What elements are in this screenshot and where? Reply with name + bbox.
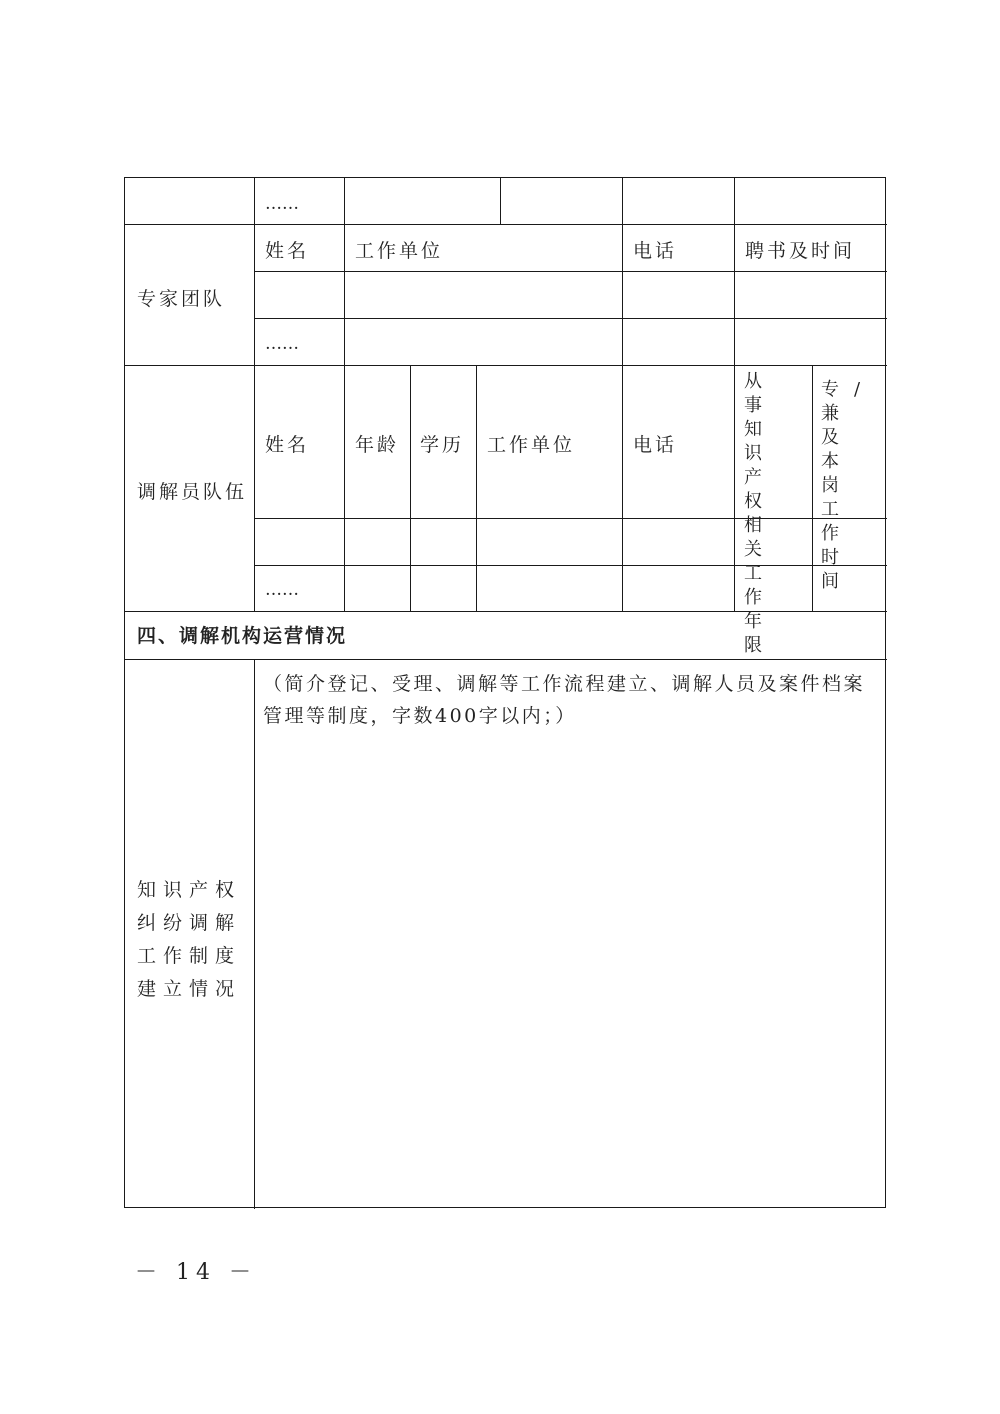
row-divider [254, 271, 887, 272]
column-divider [812, 365, 813, 611]
column-divider [476, 365, 477, 611]
header-years-in-ip-work: 从事知识产权相关工作年限 [744, 371, 784, 656]
system-establishment-label: 知识产权纠纷调解工作制度建立情况 [137, 879, 242, 1000]
header-education: 学历 [420, 434, 465, 456]
header-name: 姓名 [265, 434, 310, 456]
row-divider [254, 318, 887, 319]
column-divider [254, 659, 255, 1209]
header-name: 姓名 [265, 240, 310, 262]
header-age: 年龄 [355, 434, 400, 456]
ellipsis-cell: …… [265, 334, 299, 354]
column-divider [734, 178, 735, 611]
header-work-unit: 工作单位 [355, 240, 444, 262]
header-work-unit: 工作单位 [487, 434, 576, 456]
header-appointment: 聘书及时间 [745, 240, 856, 262]
mediator-team-label: 调解员队伍 [137, 481, 248, 503]
instruction-text: （简介登记、受理、调解等工作流程建立、调解人员及案件档案管理等制度，字数400字以内；） [263, 673, 866, 727]
header-phone: 电话 [633, 434, 678, 456]
ellipsis-cell: …… [265, 194, 299, 214]
expert-team-label: 专家团队 [137, 288, 226, 310]
column-divider [622, 178, 623, 611]
ellipsis-cell: …… [265, 580, 299, 600]
column-divider [500, 178, 501, 224]
section-title: 四、调解机构运营情况 [137, 625, 348, 647]
application-form-table [124, 177, 886, 1208]
row-divider [125, 365, 887, 366]
column-divider [410, 365, 411, 611]
row-divider [125, 659, 887, 660]
page-number: － 14 － [135, 1260, 257, 1285]
header-phone: 电话 [633, 240, 678, 262]
column-divider [254, 178, 255, 611]
row-divider [125, 224, 887, 225]
header-fulltime-parttime: 专/兼及本岗工作时间 [821, 379, 876, 592]
column-divider [344, 178, 345, 611]
